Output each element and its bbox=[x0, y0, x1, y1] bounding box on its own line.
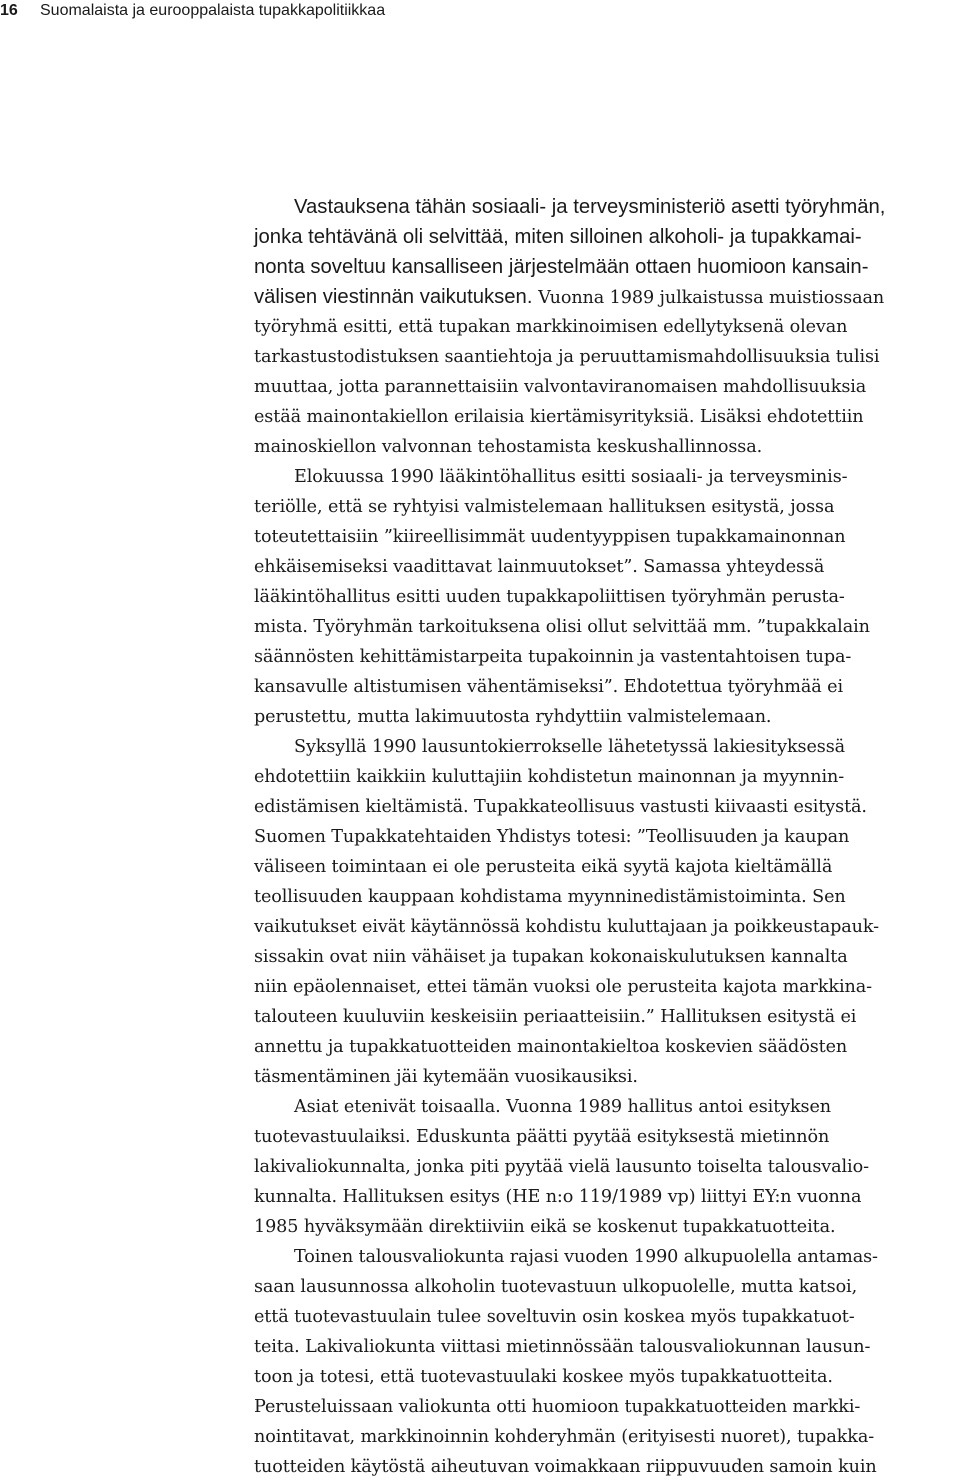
text-line bbox=[254, 282, 960, 312]
text-line: lakivaliokunnalta, jonka piti pyytää vielä lausunto toiselta talousvalio- bbox=[254, 1157, 869, 1177]
text-line: Toinen talousvaliokunta rajasi vuoden 1990 alkupuolella antamas- bbox=[294, 1247, 878, 1267]
text-line: kunnalta. Hallituksen esitys (HE n:o 119/1989 vp) liittyi EY:n vuonna bbox=[254, 1187, 862, 1207]
text-line: kansavulle altistumisen vähentämiseksi”. Ehdotettua työryhmää ei bbox=[254, 677, 843, 697]
text-line: Syksyllä 1990 lausuntokierrokselle lähetetyssä lakiesityksessä bbox=[294, 737, 846, 757]
text-line: että tuotevastuulain tulee soveltuvin osin koskea myös tupakkatuot- bbox=[254, 1307, 855, 1327]
text-line: sissakin ovat niin vähäiset ja tupakan kokonaiskulutuksen kannalta bbox=[254, 947, 848, 967]
intro-paragraph-sans bbox=[254, 192, 960, 282]
text-line: niin epäolennaiset, ettei tämän vuoksi ole perusteita kajota markkina- bbox=[254, 977, 872, 997]
text-line: Vastauksena tähän sosiaali- ja terveysministeriö asetti työryhmän, bbox=[294, 196, 886, 218]
running-header bbox=[0, 0, 960, 24]
sans-fragment: välisen viestinnän vaikutuksen. bbox=[254, 286, 539, 308]
text-line: tarkastustodistuksen saantiehtoja ja peruuttamismahdollisuuksia tulisi bbox=[254, 347, 880, 367]
text-line: estää mainontakiellon erilaisia kiertämisyrityksiä. Lisäksi ehdotettiin bbox=[254, 407, 864, 427]
text-line: Elokuussa 1990 lääkintöhallitus esitti sosiaali- ja terveysminis- bbox=[294, 467, 848, 487]
text-line: toon ja totesi, että tuotevastuulaki koskee myös tupakkatuotteita. bbox=[254, 1367, 833, 1387]
running-title: Suomalaista ja eurooppalaista tupakkapolitiikkaa bbox=[40, 2, 386, 19]
text-line: nonta soveltuu kansalliseen järjestelmään ottaen huomioon kansain- bbox=[254, 256, 869, 278]
text-line: edistämisen kieltämistä. Tupakkateollisuus vastusti kiivaasti esitystä. bbox=[254, 797, 867, 817]
text-line: toteutettaisiin ”kiireellisimmät uudentyyppisen tupakkamainonnan bbox=[254, 527, 846, 547]
text-line: Asiat etenivät toisaalla. Vuonna 1989 hallitus antoi esityksen bbox=[294, 1097, 832, 1117]
text-line: mista. Työryhmän tarkoituksena olisi ollut selvittää mm. ”tupakkalain bbox=[254, 617, 870, 637]
text-line: teollisuuden kauppaan kohdistama myynninedistämistoiminta. Sen bbox=[254, 887, 846, 907]
serif-fragment: Vuonna 1989 julkaistussa muistiossaan bbox=[538, 288, 885, 308]
text-line: annettu ja tupakkatuotteiden mainontakieltoa koskevien säädösten bbox=[254, 1037, 848, 1057]
text-line: teita. Lakivaliokunta viittasi mietinnössään talousvaliokunnan lausun- bbox=[254, 1337, 871, 1357]
body-text-serif bbox=[254, 312, 960, 1482]
text-line: nointitavat, markkinoinnin kohderyhmän (erityisesti nuoret), tupakka- bbox=[254, 1427, 875, 1447]
text-line: väliseen toimintaan ei ole perusteita eikä syytä kajota kieltämällä bbox=[254, 857, 833, 877]
text-line: Suomen Tupakkatehtaiden Yhdistys totesi: ”Teollisuuden ja kaupan bbox=[254, 827, 850, 847]
text-line: ehdotettiin kaikkiin kuluttajiin kohdistetun mainonnan ja myynnin- bbox=[254, 767, 845, 787]
text-line: täsmentäminen jäi kytemään vuosikausiksi. bbox=[254, 1067, 638, 1087]
text-line: jonka tehtävänä oli selvittää, miten silloinen alkoholi- ja tupakkamai- bbox=[254, 226, 862, 248]
text-line: ehkäisemiseksi vaadittavat lainmuutokset”. Samassa yhteydessä bbox=[254, 557, 825, 577]
text-line: muuttaa, jotta parannettaisiin valvontaviranomaisen mahdollisuuksia bbox=[254, 377, 867, 397]
text-line: mainoskiellon valvonnan tehostamista keskushallinnossa. bbox=[254, 437, 763, 457]
mixed-font-line bbox=[254, 282, 960, 312]
text-line: teriölle, että se ryhtyisi valmistelemaan hallituksen esitystä, jossa bbox=[254, 497, 835, 517]
text-line: 1985 hyväksymään direktiiviin eikä se koskenut tupakkatuotteita. bbox=[254, 1217, 836, 1237]
text-line: tuotteiden käytöstä aiheutuvan voimakkaan riippuvuuden samoin kuin bbox=[254, 1457, 877, 1477]
text-line: lääkintöhallitus esitti uuden tupakkapoliittisen työryhmän perusta- bbox=[254, 587, 845, 607]
text-line: Perusteluissaan valiokunta otti huomioon tupakkatuotteiden markki- bbox=[254, 1397, 861, 1417]
text-line: työryhmä esitti, että tupakan markkinoimisen edellytyksenä olevan bbox=[254, 317, 848, 337]
text-line: saan lausunnossa alkoholin tuotevastuun ulkopuolelle, mutta katsoi, bbox=[254, 1277, 858, 1297]
text-line: perustettu, mutta lakimuutosta ryhdyttiin valmistelemaan. bbox=[254, 707, 772, 727]
text-line: talouteen kuuluviin keskeisiin periaatteisiin.” Hallituksen esitystä ei bbox=[254, 1007, 857, 1027]
text-line: vaikutukset eivät käytännössä kohdistu kuluttajaan ja poikkeustapauk- bbox=[254, 917, 879, 937]
text-line: tuotevastuulaiksi. Eduskunta päätti pyytää esityksestä mietinnön bbox=[254, 1127, 830, 1147]
page-number: 16 bbox=[0, 2, 18, 19]
text-line: säännösten kehittämistarpeita tupakoinnin ja vastentahtoisen tupa- bbox=[254, 647, 852, 667]
